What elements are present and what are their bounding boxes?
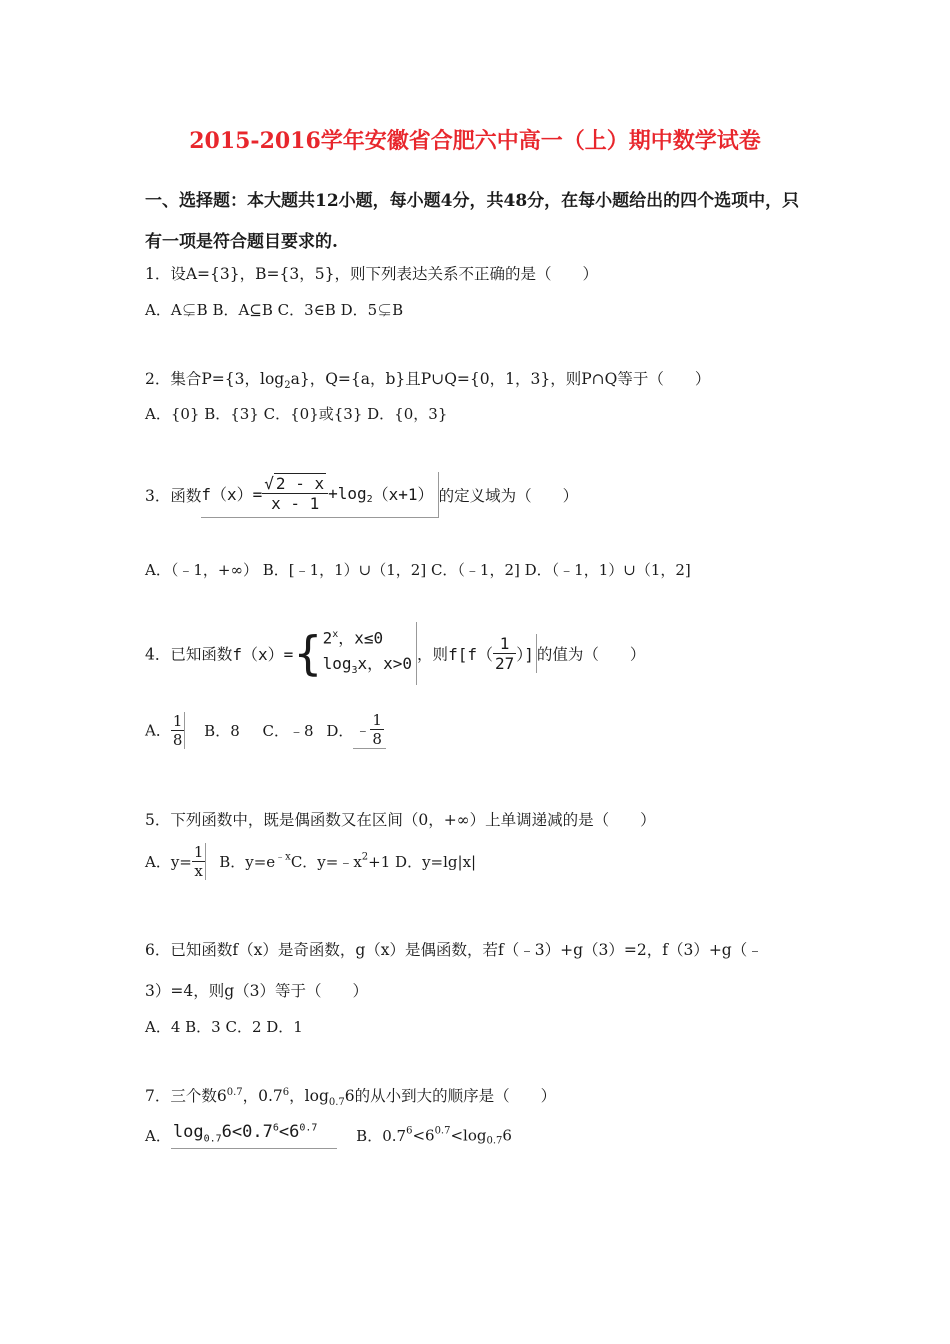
question-4-composite-formula: f[f（ $\frac{1}{27}$ ）]	[448, 634, 537, 673]
question-3-options: A．（﹣1，+∞） B．[﹣1，1）∪（1，2] C．（﹣1，2] D．（﹣1，1）∪（1，2]	[145, 561, 691, 579]
question-4-piecewise-formula: f（x）={ 2$^x$，x≤0 $\log_3x$，x>0	[232, 622, 417, 685]
section-heading-line2: 有一项是符合题目要求的.	[145, 232, 338, 252]
question-5-options: A．y= $\frac{1}{x}$ B．$y=e^{﹣x}C$．$y=﹣x^2+1$ D．y=lg|x|	[145, 843, 477, 880]
question-5-stem: 5．下列函数中，既是偶函数又在区间（0，+∞）上单调递减的是（ ）	[145, 811, 656, 829]
question-1-stem: 1．设A={3}，B={3，5}，则下列表达关系不正确的是（ ）	[145, 265, 598, 283]
question-3-formula: f（x）= $\frac{√ 2 - x}{x - 1}$ $+\log_2(x+1)$	[201, 472, 438, 518]
question-3-stem: 3．函数f（x）= $\frac{√ 2 - x}{x - 1}$ $+\log_2(x+1)$ 的定义域为（ ）	[145, 472, 578, 518]
section-heading-line1: 一、选择题：本大题共12小题，每小题4分，共48分，在每小题给出的四个选项中，只	[145, 191, 800, 211]
question-6-options: A．4 B．3 C．2 D．1	[145, 1018, 303, 1036]
page-title: 2015-2016学年安徽省合肥六中高一（上）期中数学试卷	[189, 128, 761, 154]
question-7-stem: 7．三个数$6^{0.7}$，$0.7^6$，$\log_{0.7}6$的从小到大的顺序是（ ）	[145, 1086, 557, 1109]
question-4-stem: 4．已知函数f（x）={ 2$^x$，x≤0 $\log_3x$，x>0 ，则f[f（ $\frac{1}{27}$ ）] 的值为（ ）	[145, 622, 645, 685]
question-6-line1: 6．已知函数f（x）是奇函数，g（x）是偶函数，若f（﹣3）+g（3）=2，f（3）+g（﹣	[145, 941, 763, 959]
question-7-options: A． $\log_{0.7}6<0.7^6<6^{0.7}$ B．$0.7^6<6^{0.7}<\log_{0.7}6$	[145, 1122, 512, 1149]
question-6-line2: 3）=4，则g（3）等于（ ）	[145, 982, 368, 1000]
question-7-option-a-formula: $\log_{0.7}6<0.7^6<6^{0.7}$	[171, 1122, 338, 1149]
question-2-stem: 2．集合P={3，$\log_2a$}，Q={a，b}且P∪Q={0，1，3}，则P∩Q等于（ ）	[145, 370, 711, 392]
question-4-options: A． $\frac{1}{8}$ B．8 C．﹣8 D． ﹣ $\frac{1}{8}$	[145, 711, 386, 749]
question-1-options: A．A⊊B B．A⊆B C．3∈B D．5⊊B	[145, 301, 404, 319]
question-2-options: A．{0} B．{3} C．{0}或{3} D．{0，3}	[145, 405, 448, 423]
